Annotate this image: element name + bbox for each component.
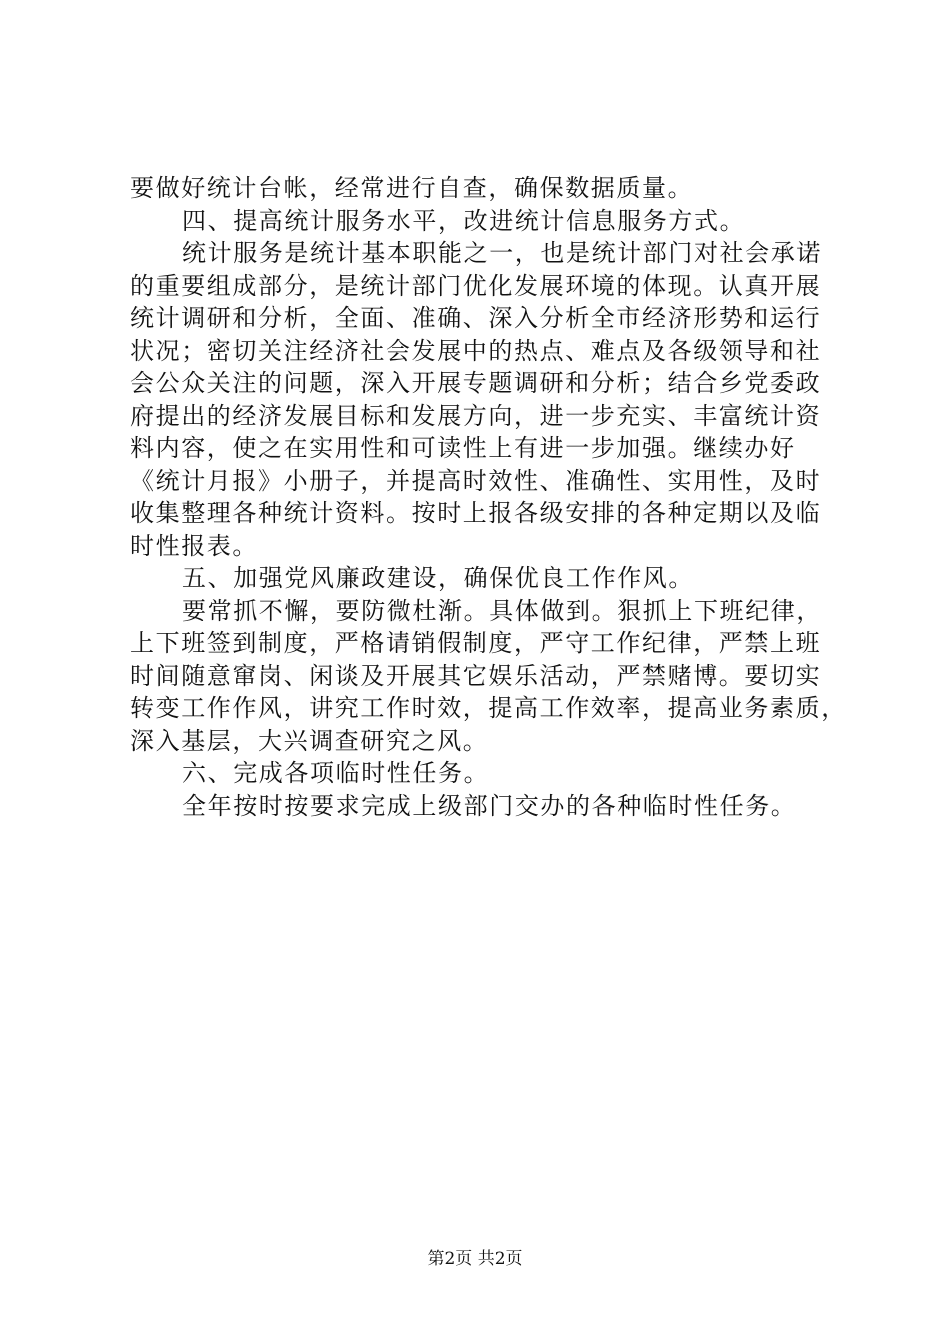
text-line: 统计调研和分析，全面、准确、深入分析全市经济形势和运行: [130, 304, 822, 332]
text-line: 要常抓不懈，要防微杜渐。具体做到。狠抓上下班纪律，: [182, 596, 822, 625]
page-number-footer: 第2页 共2页: [427, 1249, 523, 1269]
text-line: 收集整理各种统计资料。按时上报各级安排的各种定期以及临: [130, 499, 822, 527]
text-line: 时间随意窜岗、闲谈及开展其它娱乐活动，严禁赌博。要切实: [130, 661, 822, 690]
text-line: 上下班签到制度，严格请销假制度，严守工作纪律，严禁上班: [130, 629, 822, 657]
section-heading: 五、加强党风廉政建设，确保优良工作作风。: [182, 564, 694, 592]
section-heading: 四、提高统计服务水平，改进统计信息服务方式。: [182, 206, 746, 235]
section-heading: 六、完成各项临时性任务。: [182, 759, 490, 787]
text-line: 料内容，使之在实用性和可读性上有进一步加强。继续办好: [130, 434, 796, 462]
text-line: 《统计月报》小册子，并提高时效性、准确性、实用性，及时: [130, 466, 822, 495]
text-line: 会公众关注的问题，深入开展专题调研和分析；结合乡党委政: [130, 369, 822, 397]
text-line: 状况；密切关注经济社会发展中的热点、难点及各级领导和社: [130, 336, 822, 365]
text-line: 转变工作作风，讲究工作时效，提高工作效率，提高业务素质，: [130, 694, 847, 722]
text-line: 全年按时按要求完成上级部门交办的各种临时性任务。: [182, 791, 797, 820]
text-line: 时性报表。: [130, 531, 258, 560]
text-line: 的重要组成部分，是统计部门优化发展环境的体现。认真开展: [130, 271, 822, 300]
text-line: 统计服务是统计基本职能之一，也是统计部门对社会承诺: [182, 239, 822, 267]
document-body: [130, 172, 847, 822]
text-line: 深入基层，大兴调查研究之风。: [130, 726, 489, 755]
text-line: 府提出的经济发展目标和发展方向，进一步充实、丰富统计资: [130, 401, 822, 430]
text-line: 要做好统计台帐，经常进行自查，确保数据质量。: [130, 174, 694, 202]
